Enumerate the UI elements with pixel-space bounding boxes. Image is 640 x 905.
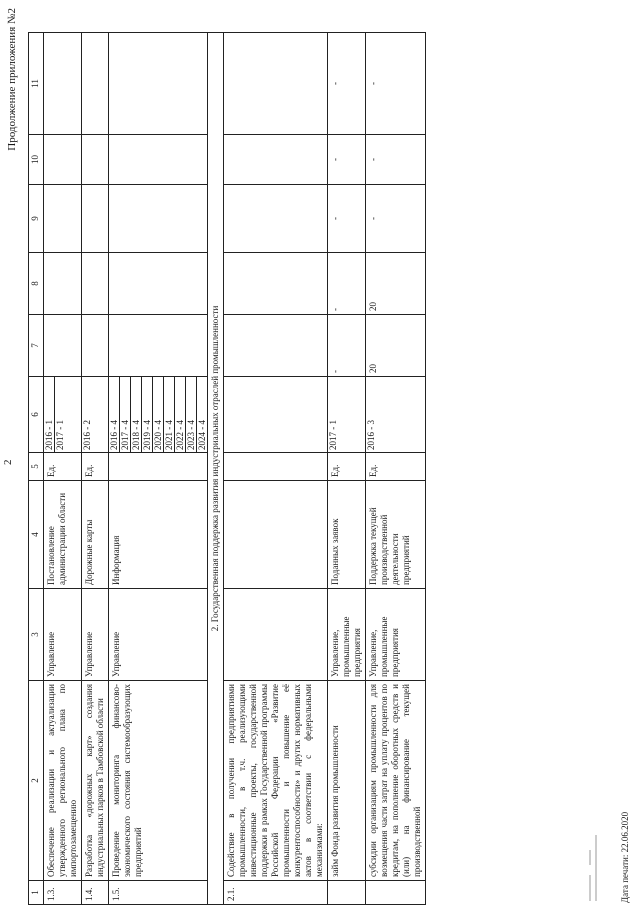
- col-header: 7: [29, 315, 44, 377]
- year-value: 2018 - 4: [131, 377, 142, 452]
- row-years: [82, 377, 109, 453]
- year-value: 2017 - 1: [328, 420, 338, 450]
- row-value-c9: [109, 185, 208, 253]
- row-number: 1.5.: [109, 881, 208, 905]
- column-number-row: [29, 33, 44, 905]
- year-value: 2019 - 4: [142, 377, 153, 452]
- row-years: [224, 377, 328, 453]
- row-value-c10: [44, 135, 82, 185]
- row-unit: Ед.: [328, 453, 366, 481]
- year-value: 2016 - 2: [82, 420, 92, 450]
- appendix-continuation-label: Продолжение приложения №2: [6, 8, 18, 151]
- row-value-c11: [82, 33, 109, 135]
- col-header: 1: [29, 881, 44, 905]
- row-value-c7: [109, 315, 208, 377]
- table-row: [82, 33, 109, 905]
- row-result: Поддержка текущей производственной деятельности предприятий: [366, 481, 426, 589]
- row-executor: Управление, промышленные предприятия: [366, 589, 426, 681]
- year-value: 2024 - 4: [197, 420, 207, 450]
- col-header: 5: [29, 453, 44, 481]
- year-value: 2022 - 4: [175, 377, 186, 452]
- row-value-c9: -: [366, 185, 426, 253]
- table-row: [328, 33, 366, 905]
- col-header: 8: [29, 253, 44, 315]
- row-description: Содействие в получении предприятиями промышленности, в т.ч. реализующими инвестиционные проекты, государственной поддержки в рамках Государственной программы Российской Федерации «Развитие промышленности и повышение её конкурентоспособности» и других нормативных актов в соответствии с федеральными механизмами:: [224, 681, 328, 881]
- row-value-c8: [109, 253, 208, 315]
- row-executor: Управление: [44, 589, 82, 681]
- row-value-c11: [44, 33, 82, 135]
- section-heading-row: [208, 33, 224, 905]
- row-value-c9: -: [328, 185, 366, 253]
- row-unit: Ед.: [82, 453, 109, 481]
- row-years: [328, 377, 366, 453]
- row-executor: Управление: [109, 589, 208, 681]
- row-value-c11: [224, 33, 328, 135]
- col-header: 9: [29, 185, 44, 253]
- row-number: [366, 881, 426, 905]
- row-unit: [224, 453, 328, 481]
- row-description: Проведение мониторинга финансово-экономического состояния системообразующих предприятий: [109, 681, 208, 881]
- print-date: Дата печати: 22.06.2020: [620, 811, 630, 903]
- row-number: 1.4.: [82, 881, 109, 905]
- row-value-c11: [109, 33, 208, 135]
- table-row: [109, 33, 208, 905]
- row-result: Постановление администрации области: [44, 481, 82, 589]
- row-value-c8: [82, 253, 109, 315]
- row-unit: Ед.: [366, 453, 426, 481]
- year-value: 2016 - 1: [44, 377, 55, 452]
- row-value-c8: -: [328, 253, 366, 315]
- row-years: [366, 377, 426, 453]
- row-value-c9: [224, 185, 328, 253]
- row-value-c10: [224, 135, 328, 185]
- row-value-c7: -: [328, 315, 366, 377]
- year-value: 2017 - 1: [55, 420, 65, 450]
- row-value-c8: [224, 253, 328, 315]
- page-number: 2: [2, 459, 14, 465]
- col-header: 10: [29, 135, 44, 185]
- row-result: Информация: [109, 481, 208, 589]
- row-value-c8: 20: [366, 253, 426, 315]
- row-value-c7: [82, 315, 109, 377]
- row-value-c7: [44, 315, 82, 377]
- table-row: [224, 33, 328, 905]
- row-description: займ Фонда развития промышленности: [328, 681, 366, 881]
- row-value-c11: -: [328, 33, 366, 135]
- row-value-c10: -: [366, 135, 426, 185]
- row-unit: [109, 453, 208, 481]
- scan-artifact: [560, 785, 600, 905]
- row-value-c7: [224, 315, 328, 377]
- row-description: Разработка «дорожных карт» создания индустриальных парков в Тамбовской области: [82, 681, 109, 881]
- row-description: Обеспечение реализации и актуализации утвержденного регионального плана по импортозамещению: [44, 681, 82, 881]
- table-row: [366, 33, 426, 905]
- row-number: 2.1.: [224, 881, 328, 905]
- row-executor: Управление, промышленные предприятия: [328, 589, 366, 681]
- year-value: 2017 - 4: [120, 377, 131, 452]
- row-description: субсидии организациям промышленности для возмещения части затрат на уплату процентов по кредитам, на пополнение оборотных средств и (или) на финансирование текущей производственной: [366, 681, 426, 881]
- col-header: 11: [29, 33, 44, 135]
- table-row: [44, 33, 82, 905]
- row-value-c10: [109, 135, 208, 185]
- row-value-c10: [82, 135, 109, 185]
- row-value-c8: [44, 253, 82, 315]
- row-years: [109, 377, 208, 453]
- year-value: [224, 377, 234, 452]
- row-executor: [224, 589, 328, 681]
- row-value-c11: -: [366, 33, 426, 135]
- row-number: 1.3.: [44, 881, 82, 905]
- year-value: 2020 - 4: [153, 377, 164, 452]
- year-value: 2023 - 4: [186, 377, 197, 452]
- program-table: [28, 32, 426, 905]
- row-years: [44, 377, 82, 453]
- col-header: 4: [29, 481, 44, 589]
- section-title: 2. Государственная поддержка развития индустриальных отраслей промышленности: [208, 33, 224, 905]
- year-value: 2021 - 4: [164, 377, 175, 452]
- row-value-c10: -: [328, 135, 366, 185]
- year-value: 2016 - 4: [109, 377, 120, 452]
- row-executor: Управление: [82, 589, 109, 681]
- year-value: 2016 - 3: [366, 420, 376, 450]
- row-result: [224, 481, 328, 589]
- col-header: 3: [29, 589, 44, 681]
- row-number: [328, 881, 366, 905]
- col-header: 2: [29, 681, 44, 881]
- row-value-c9: [82, 185, 109, 253]
- col-header: 6: [29, 377, 44, 453]
- row-value-c9: [44, 185, 82, 253]
- row-result: Поданных заявок: [328, 481, 366, 589]
- row-value-c7: 20: [366, 315, 426, 377]
- row-unit: Ед.: [44, 453, 82, 481]
- row-result: Дорожные карты: [82, 481, 109, 589]
